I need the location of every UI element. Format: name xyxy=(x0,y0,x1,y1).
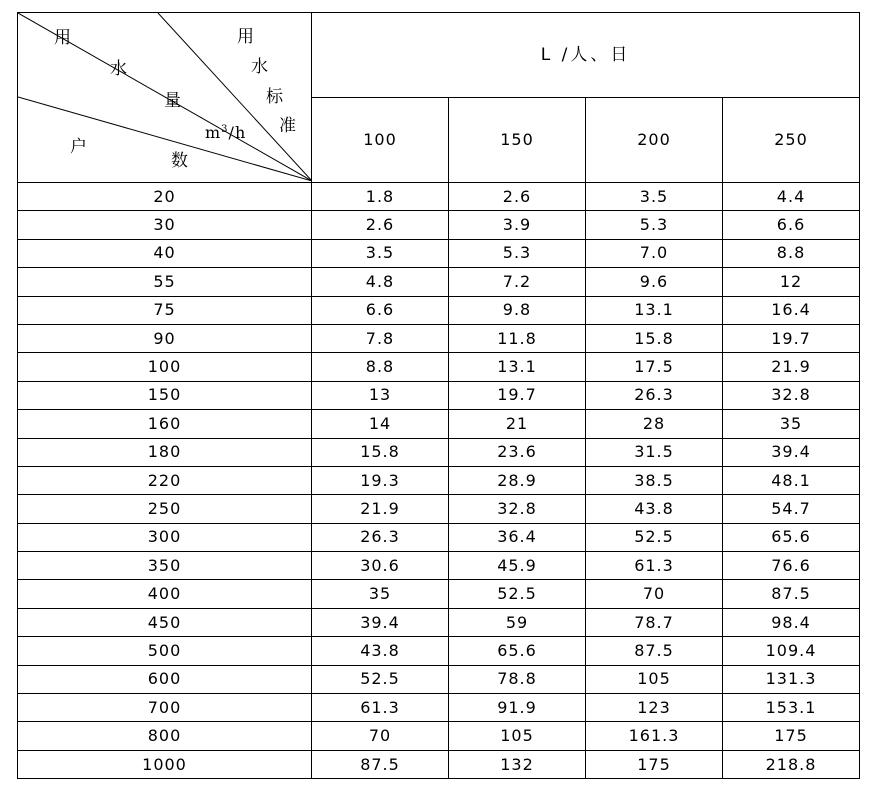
table-row xyxy=(18,268,860,296)
header-row-1 xyxy=(18,13,860,98)
corner-mid-char-1: 用 xyxy=(54,28,72,48)
flow-value-cell: 32.8 xyxy=(723,381,860,409)
flow-value-cell: 12 xyxy=(723,268,860,296)
standard-header-100: 100 xyxy=(312,98,449,183)
flow-value-cell: 19.7 xyxy=(449,381,586,409)
flow-value-cell: 78.7 xyxy=(586,608,723,636)
flow-value-cell: 39.4 xyxy=(312,608,449,636)
corner-top-char-2: 水 xyxy=(251,57,269,77)
flow-value-cell: 21 xyxy=(449,410,586,438)
flow-value-cell: 52.5 xyxy=(312,665,449,693)
unit-header-cell: L /人、日 xyxy=(312,13,860,98)
flow-value-cell: 28.9 xyxy=(449,466,586,494)
flow-value-cell: 161.3 xyxy=(586,722,723,750)
flow-value-cell: 15.8 xyxy=(586,324,723,352)
flow-value-cell: 65.6 xyxy=(723,523,860,551)
households-cell: 300 xyxy=(18,523,312,551)
corner-mid-char-2: 水 xyxy=(110,59,128,79)
flow-value-cell: 13.1 xyxy=(586,296,723,324)
flow-value-cell: 59 xyxy=(449,608,586,636)
flow-value-cell: 70 xyxy=(586,580,723,608)
flow-value-cell: 5.3 xyxy=(586,211,723,239)
corner-top-char-4: 准 xyxy=(279,116,297,136)
corner-top-char-3: 标 xyxy=(266,87,284,107)
flow-value-cell: 13.1 xyxy=(449,353,586,381)
households-cell: 250 xyxy=(18,495,312,523)
flow-value-cell: 16.4 xyxy=(723,296,860,324)
table-row xyxy=(18,523,860,551)
corner-bottom-char-2: 数 xyxy=(171,151,189,171)
flow-value-cell: 7.0 xyxy=(586,239,723,267)
flow-value-cell: 2.6 xyxy=(449,183,586,211)
flow-value-cell: 132 xyxy=(449,750,586,778)
flow-value-cell: 105 xyxy=(586,665,723,693)
flow-value-cell: 43.8 xyxy=(586,495,723,523)
flow-value-cell: 61.3 xyxy=(586,552,723,580)
table-row xyxy=(18,694,860,722)
flow-value-cell: 91.9 xyxy=(449,694,586,722)
flow-value-cell: 78.8 xyxy=(449,665,586,693)
corner-mid-unit xyxy=(205,125,246,141)
flow-value-cell: 30.6 xyxy=(312,552,449,580)
flow-value-cell: 4.8 xyxy=(312,268,449,296)
table-row xyxy=(18,722,860,750)
households-cell: 180 xyxy=(18,438,312,466)
standard-header-250: 250 xyxy=(723,98,860,183)
flow-value-cell: 87.5 xyxy=(723,580,860,608)
table-row xyxy=(18,410,860,438)
flow-value-cell: 26.3 xyxy=(586,381,723,409)
water-table-container xyxy=(17,12,859,788)
table-row xyxy=(18,580,860,608)
table-row xyxy=(18,353,860,381)
flow-value-cell: 87.5 xyxy=(312,750,449,778)
corner-header-cell xyxy=(18,13,312,183)
flow-value-cell: 13 xyxy=(312,381,449,409)
table-row xyxy=(18,750,860,778)
flow-value-cell: 23.6 xyxy=(449,438,586,466)
households-cell: 150 xyxy=(18,381,312,409)
flow-value-cell: 21.9 xyxy=(723,353,860,381)
flow-value-cell: 175 xyxy=(723,722,860,750)
households-cell: 700 xyxy=(18,694,312,722)
flow-value-cell: 54.7 xyxy=(723,495,860,523)
flow-value-cell: 52.5 xyxy=(449,580,586,608)
unit-tail: /h xyxy=(228,123,247,142)
flow-value-cell: 8.8 xyxy=(723,239,860,267)
households-cell: 40 xyxy=(18,239,312,267)
flow-value-cell: 61.3 xyxy=(312,694,449,722)
flow-value-cell: 17.5 xyxy=(586,353,723,381)
standard-header-150: 150 xyxy=(449,98,586,183)
households-cell: 220 xyxy=(18,466,312,494)
households-cell: 450 xyxy=(18,608,312,636)
flow-value-cell: 15.8 xyxy=(312,438,449,466)
flow-value-cell: 19.7 xyxy=(723,324,860,352)
flow-value-cell: 3.5 xyxy=(586,183,723,211)
flow-value-cell: 52.5 xyxy=(586,523,723,551)
households-cell: 500 xyxy=(18,637,312,665)
corner-mid-char-3: 量 xyxy=(164,91,182,111)
flow-value-cell: 87.5 xyxy=(586,637,723,665)
flow-value-cell: 36.4 xyxy=(449,523,586,551)
flow-value-cell: 4.4 xyxy=(723,183,860,211)
flow-value-cell: 43.8 xyxy=(312,637,449,665)
flow-value-cell: 9.6 xyxy=(586,268,723,296)
flow-value-cell: 109.4 xyxy=(723,637,860,665)
water-consumption-table xyxy=(17,12,860,779)
table-row xyxy=(18,552,860,580)
flow-value-cell: 175 xyxy=(586,750,723,778)
standard-header-200: 200 xyxy=(586,98,723,183)
flow-value-cell: 131.3 xyxy=(723,665,860,693)
households-cell: 90 xyxy=(18,324,312,352)
flow-value-cell: 3.5 xyxy=(312,239,449,267)
households-cell: 400 xyxy=(18,580,312,608)
table-row xyxy=(18,183,860,211)
flow-value-cell: 153.1 xyxy=(723,694,860,722)
flow-value-cell: 48.1 xyxy=(723,466,860,494)
flow-value-cell: 98.4 xyxy=(723,608,860,636)
flow-value-cell: 9.8 xyxy=(449,296,586,324)
flow-value-cell: 19.3 xyxy=(312,466,449,494)
households-cell: 350 xyxy=(18,552,312,580)
table-row xyxy=(18,211,860,239)
table-row xyxy=(18,296,860,324)
flow-value-cell: 2.6 xyxy=(312,211,449,239)
flow-value-cell: 6.6 xyxy=(312,296,449,324)
flow-value-cell: 76.6 xyxy=(723,552,860,580)
flow-value-cell: 11.8 xyxy=(449,324,586,352)
flow-value-cell: 3.9 xyxy=(449,211,586,239)
table-row xyxy=(18,665,860,693)
households-cell: 100 xyxy=(18,353,312,381)
households-cell: 600 xyxy=(18,665,312,693)
flow-value-cell: 5.3 xyxy=(449,239,586,267)
households-cell: 30 xyxy=(18,211,312,239)
flow-value-cell: 38.5 xyxy=(586,466,723,494)
flow-value-cell: 6.6 xyxy=(723,211,860,239)
households-cell: 55 xyxy=(18,268,312,296)
flow-value-cell: 7.2 xyxy=(449,268,586,296)
flow-value-cell: 65.6 xyxy=(449,637,586,665)
households-cell: 20 xyxy=(18,183,312,211)
table-row xyxy=(18,381,860,409)
flow-value-cell: 31.5 xyxy=(586,438,723,466)
table-row xyxy=(18,438,860,466)
table-row xyxy=(18,637,860,665)
table-row xyxy=(18,466,860,494)
flow-value-cell: 35 xyxy=(723,410,860,438)
households-cell: 160 xyxy=(18,410,312,438)
households-cell: 75 xyxy=(18,296,312,324)
households-cell: 800 xyxy=(18,722,312,750)
flow-value-cell: 35 xyxy=(312,580,449,608)
table-row xyxy=(18,608,860,636)
unit-sup: 3 xyxy=(221,124,229,135)
flow-value-cell: 21.9 xyxy=(312,495,449,523)
flow-value-cell: 45.9 xyxy=(449,552,586,580)
flow-value-cell: 32.8 xyxy=(449,495,586,523)
table-row xyxy=(18,324,860,352)
corner-top-char-1: 用 xyxy=(237,27,255,47)
flow-value-cell: 1.8 xyxy=(312,183,449,211)
flow-value-cell: 70 xyxy=(312,722,449,750)
table-row xyxy=(18,495,860,523)
corner-bottom-char-1: 户 xyxy=(70,137,88,157)
flow-value-cell: 123 xyxy=(586,694,723,722)
flow-value-cell: 7.8 xyxy=(312,324,449,352)
flow-value-cell: 14 xyxy=(312,410,449,438)
households-cell: 1000 xyxy=(18,750,312,778)
flow-value-cell: 105 xyxy=(449,722,586,750)
flow-value-cell: 218.8 xyxy=(723,750,860,778)
flow-value-cell: 8.8 xyxy=(312,353,449,381)
unit-base: m xyxy=(205,123,222,142)
flow-value-cell: 39.4 xyxy=(723,438,860,466)
flow-value-cell: 26.3 xyxy=(312,523,449,551)
flow-value-cell: 28 xyxy=(586,410,723,438)
table-row xyxy=(18,239,860,267)
